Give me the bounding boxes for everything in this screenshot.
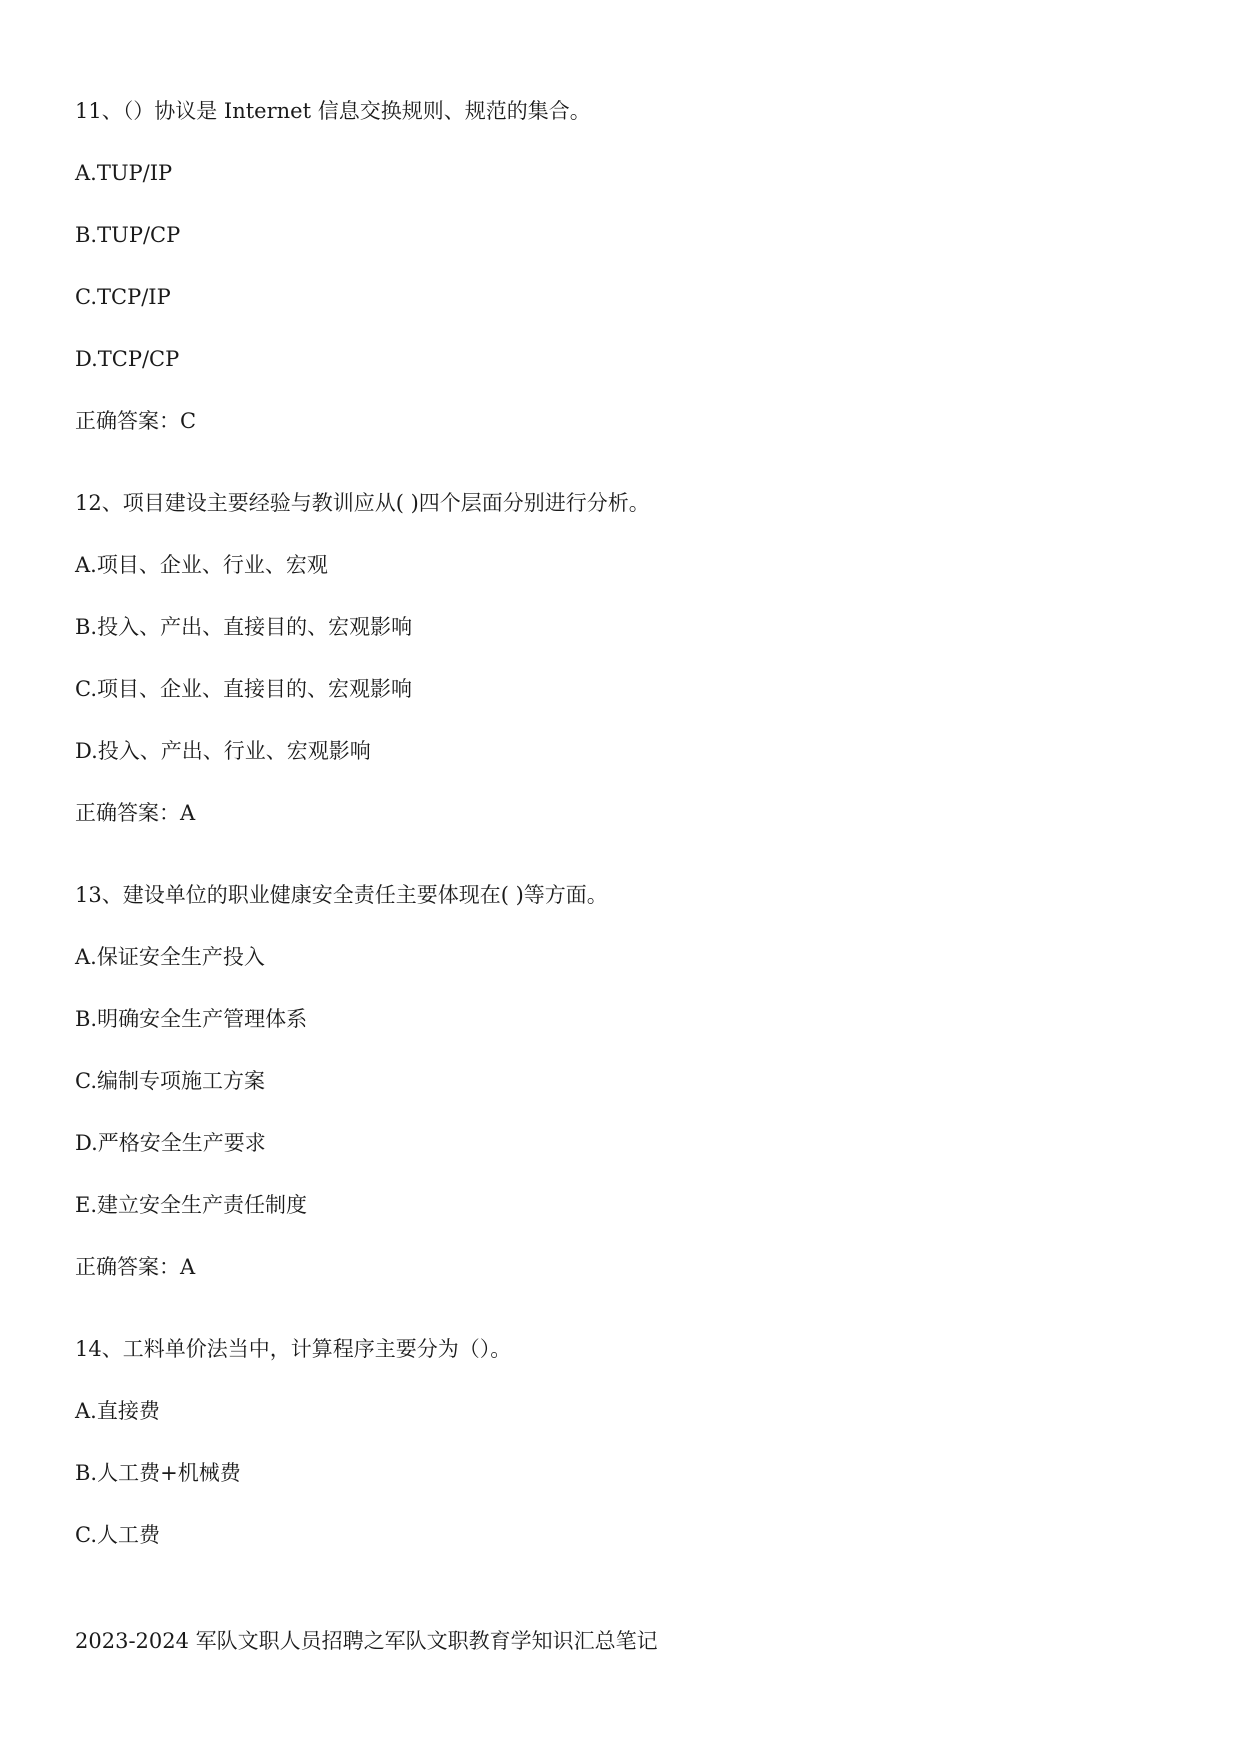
question-block bbox=[75, 96, 1165, 436]
question-stem: 13、建设单位的职业健康安全责任主要体现在( )等方面。 bbox=[75, 883, 608, 907]
option-item: D.严格安全生产要求 bbox=[75, 1131, 266, 1155]
question-block bbox=[75, 1334, 1165, 1550]
question-stem: 12、项目建设主要经验与教训应从( )四个层面分别进行分析。 bbox=[75, 491, 650, 515]
document-body bbox=[75, 96, 1165, 1582]
option-item: A.保证安全生产投入 bbox=[75, 945, 265, 969]
option-item: B.人工费+机械费 bbox=[75, 1461, 241, 1485]
option-item: B.明确安全生产管理体系 bbox=[75, 1007, 308, 1031]
option-item: B.投入、产出、直接目的、宏观影响 bbox=[75, 615, 413, 639]
option-item: D.TCP/CP bbox=[75, 347, 180, 371]
option-item: D.投入、产出、行业、宏观影响 bbox=[75, 739, 371, 763]
option-item: A.TUP/IP bbox=[75, 161, 173, 185]
answer-line: 正确答案：C bbox=[75, 409, 197, 433]
question-block bbox=[75, 880, 1165, 1282]
option-item: A.直接费 bbox=[75, 1399, 160, 1423]
option-item: C.编制专项施工方案 bbox=[75, 1069, 265, 1093]
question-stem: 11、（）协议是 Internet 信息交换规则、规范的集合。 bbox=[75, 99, 591, 123]
option-item: C.人工费 bbox=[75, 1523, 160, 1547]
question-stem: 14、工料单价法当中，计算程序主要分为（）。 bbox=[75, 1337, 512, 1361]
option-item: A.项目、企业、行业、宏观 bbox=[75, 553, 328, 577]
option-item: E.建立安全生产责任制度 bbox=[75, 1193, 308, 1217]
option-item: C.项目、企业、直接目的、宏观影响 bbox=[75, 677, 412, 701]
page-footer: 2023-2024 军队文职人员招聘之军队文职教育学知识汇总笔记 bbox=[75, 1629, 658, 1653]
option-item: B.TUP/CP bbox=[75, 223, 181, 247]
answer-line: 正确答案：A bbox=[75, 801, 196, 825]
question-block bbox=[75, 488, 1165, 828]
option-item: C.TCP/IP bbox=[75, 285, 171, 309]
answer-line: 正确答案：A bbox=[75, 1255, 196, 1279]
